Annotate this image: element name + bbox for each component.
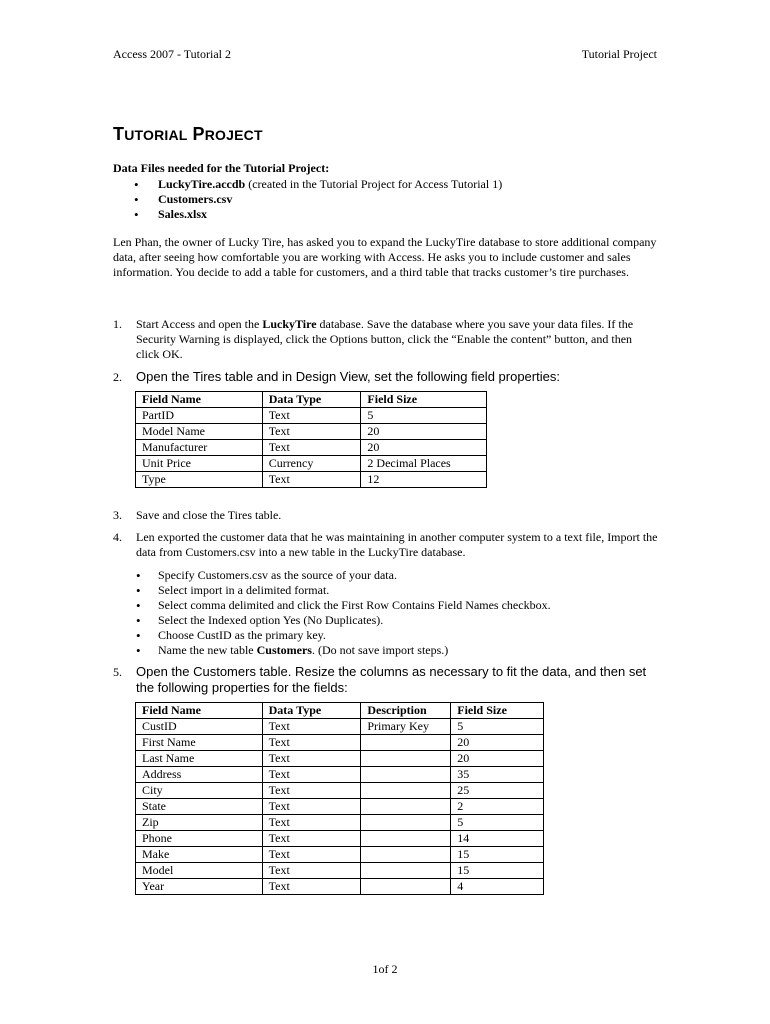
table-cell: Make [136,847,263,863]
list-item: • Select comma delimited and click the First Row Contains Field Names checkbox. [136,598,551,613]
step-2: 2. Open the Tires table and in Design View, set the following field properties: [113,369,560,384]
customers-field-table [135,702,544,895]
table-header-cell: Field Name [136,392,263,408]
table-row [136,847,544,863]
table-row [136,799,544,815]
list-item: • Select the Indexed option Yes (No Duplicates). [136,613,551,628]
table-cell [361,751,451,767]
table-cell: Text [262,440,361,456]
table-row [136,456,487,472]
table-cell: 5 [451,815,544,831]
table-cell: Currency [262,456,361,472]
list-item: • Sales.xlsx [134,207,502,222]
list-item: • Select import in a delimited format. [136,583,551,598]
table-row [136,815,544,831]
table-cell: Manufacturer [136,440,263,456]
table-header-cell: Data Type [262,703,361,719]
list-item: • Specify Customers.csv as the source of your data. [136,568,551,583]
table-header-row [136,703,544,719]
step-4: 4. Len exported the customer data that he was maintaining in another computer system to a text file, Import the data from Customers.csv into a new table in the LuckyTire database. [113,530,658,559]
data-files-list [134,177,502,222]
import-steps-list [136,568,551,658]
step-1: 1. Start Access and open the LuckyTire database. Save the database where you save your data files. If the Security Warning is displayed, click the Options button, click the “Enable the content” button, and then click OK. [113,317,634,361]
list-item: • Name the new table Customers. (Do not save import steps.) [136,643,551,658]
table-cell: Model [136,863,263,879]
table-cell: Text [262,424,361,440]
table-cell: Phone [136,831,263,847]
step-3: 3. Save and close the Tires table. [113,508,282,522]
table-cell: 5 [451,719,544,735]
table-row [136,719,544,735]
table-row [136,831,544,847]
step-5: 5. Open the Customers table. Resize the columns as necessary to fit the data, and then set the following properties for the fields: [113,664,647,695]
list-item: • Choose CustID as the primary key. [136,628,551,643]
table-cell: 35 [451,767,544,783]
table-cell [361,799,451,815]
table-cell: Model Name [136,424,263,440]
table-row [136,472,487,488]
table-cell: Text [262,815,361,831]
table-cell: 2 [451,799,544,815]
page-title: TUTORIAL PROJECT [113,124,263,144]
table-header-cell: Field Size [451,703,544,719]
tires-field-table [135,391,487,488]
table-cell: Year [136,879,263,895]
table-cell: 20 [451,735,544,751]
table-cell: 15 [451,863,544,879]
table-row [136,783,544,799]
table-cell: Primary Key [361,719,451,735]
table-row [136,440,487,456]
table-cell: Text [262,472,361,488]
table-row [136,863,544,879]
table-cell [361,783,451,799]
table-cell: 14 [451,831,544,847]
table-cell [361,847,451,863]
table-cell [361,815,451,831]
data-files-label: Data Files needed for the Tutorial Project: [113,161,330,175]
table-cell: Type [136,472,263,488]
table-header-row [136,392,487,408]
table-cell: Text [262,408,361,424]
table-cell: State [136,799,263,815]
table-cell: Text [262,863,361,879]
table-cell: Unit Price [136,456,263,472]
table-header-cell: Field Size [361,392,487,408]
table-cell: Text [262,751,361,767]
table-cell: Text [262,783,361,799]
table-cell: 25 [451,783,544,799]
table-cell: City [136,783,263,799]
table-cell: PartID [136,408,263,424]
table-row [136,879,544,895]
intro-paragraph: Len Phan, the owner of Lucky Tire, has asked you to expand the LuckyTire database to store additional company data, after seeing how comfortable you are working with Access. He asks you to include customer and sales information. You decide to add a table for customers, and a third table that tracks customer’s tire purchases. [113,235,657,279]
table-cell [361,831,451,847]
table-cell: 5 [361,408,487,424]
table-cell [361,879,451,895]
table-cell: 2 Decimal Places [361,456,487,472]
table-row [136,735,544,751]
table-cell: Text [262,847,361,863]
table-cell: 20 [361,440,487,456]
table-row [136,408,487,424]
table-cell: 20 [361,424,487,440]
table-cell: Text [262,799,361,815]
table-cell: Text [262,767,361,783]
list-item: • Customers.csv [134,192,502,207]
table-header-cell: Data Type [262,392,361,408]
table-cell: Last Name [136,751,263,767]
table-cell: 20 [451,751,544,767]
table-cell: CustID [136,719,263,735]
header-right: Tutorial Project [581,47,657,61]
table-header-cell: Field Name [136,703,263,719]
table-cell [361,767,451,783]
table-cell: Text [262,735,361,751]
table-cell: Address [136,767,263,783]
table-cell: Zip [136,815,263,831]
table-cell: First Name [136,735,263,751]
table-row [136,424,487,440]
header-left: Access 2007 - Tutorial 2 [113,47,231,61]
table-header-cell: Description [361,703,451,719]
table-cell [361,863,451,879]
table-cell: Text [262,719,361,735]
table-cell [361,735,451,751]
table-cell: 12 [361,472,487,488]
table-cell: Text [262,879,361,895]
table-row [136,751,544,767]
table-row [136,767,544,783]
page-number: 1of 2 [372,962,398,976]
list-item: • LuckyTire.accdb (created in the Tutorial Project for Access Tutorial 1) [134,177,502,192]
table-cell: Text [262,831,361,847]
table-cell: 15 [451,847,544,863]
table-cell: 4 [451,879,544,895]
